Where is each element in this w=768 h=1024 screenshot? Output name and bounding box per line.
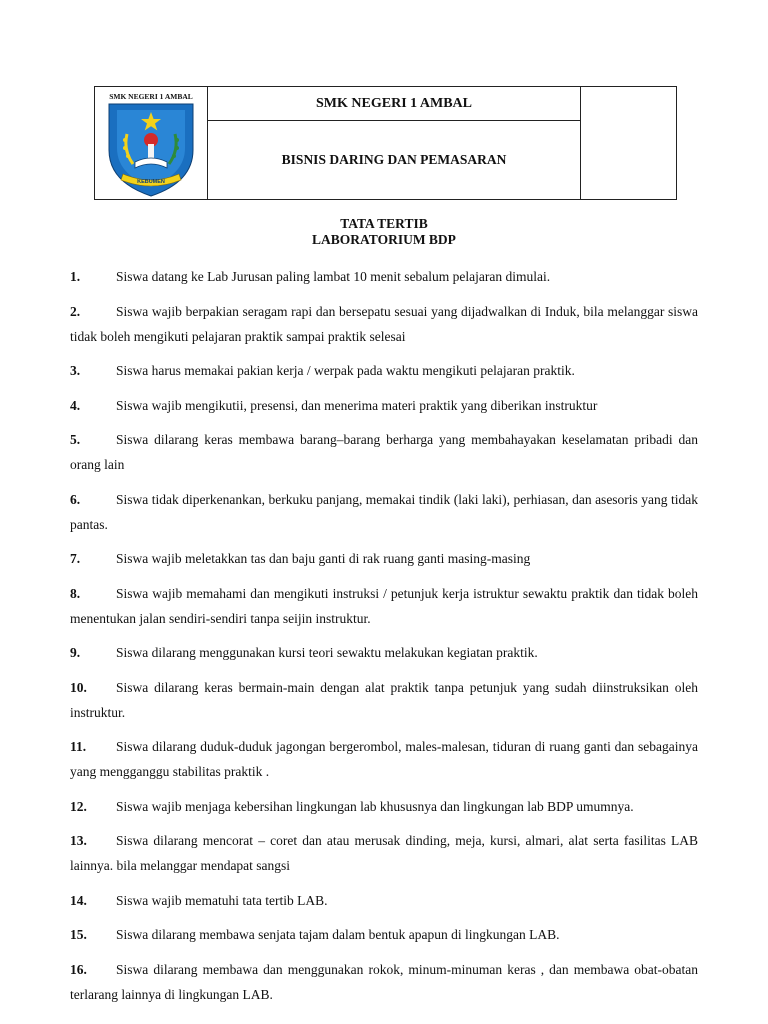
logo-ribbon-text: KEBUMEN — [137, 179, 165, 185]
rule-text: Siswa dilarang membawa senjata tajam dalam bentuk apapun di lingkungan LAB. — [116, 927, 560, 942]
rule-number: 1. — [70, 269, 81, 284]
rule-text: Siswa tidak diperkenankan, berkuku panjang, memakai tindik (laki laki), perhiasan, dan asesoris yang tidak pantas. — [70, 491, 698, 532]
rule-text: Siswa wajib berpakian seragam rapi dan bersepatu sesuai yang dijadwalkan di Induk, bila melanggar siswa tidak boleh mengikuti pelajaran praktik sampai praktik selesai — [70, 303, 698, 344]
rule-item — [70, 358, 698, 383]
rule-number: 7. — [70, 551, 81, 566]
rule-text: Siswa wajib mengikutii, presensi, dan menerima materi praktik yang diberikan instruktur — [116, 397, 598, 413]
rule-item — [70, 828, 698, 878]
document-title — [0, 216, 768, 248]
rule-item — [70, 675, 698, 725]
rule-text: Siswa dilarang membawa dan menggunakan rokok, minum-minuman keras , dan membawa obat-obatan terlarang lainnya di lingkungan LAB. — [70, 961, 698, 1002]
school-name: SMK NEGERI 1 AMBAL — [316, 95, 472, 111]
rule-item — [70, 794, 698, 819]
rule-text: Siswa wajib mematuhi tata tertib LAB. — [116, 892, 328, 908]
rule-number: 9. — [70, 645, 81, 660]
logo-caption: SMK NEGERI 1 AMBAL — [109, 92, 193, 101]
rules-list — [70, 264, 698, 1016]
logo-cell — [95, 87, 207, 199]
rule-number: 6. — [70, 491, 81, 507]
rule-item — [70, 957, 698, 1007]
rule-item — [70, 640, 698, 665]
rule-text: Siswa wajib memahami dan mengikuti instruksi / petunjuk kerja istruktur sewaktu praktik dan tidak boleh menentukan jalan sendiri-sendiri tanpa seijin instruktur. — [70, 585, 698, 626]
rule-item — [70, 546, 698, 571]
header-table — [94, 86, 677, 200]
rule-number: 11. — [70, 739, 87, 754]
rule-item — [70, 922, 698, 947]
rule-item — [70, 299, 698, 349]
rule-number: 5. — [70, 432, 81, 447]
rule-number: 15. — [70, 927, 87, 942]
title-line-1: TATA TERTIB — [340, 216, 428, 231]
department-name: BISNIS DARING DAN PEMASARAN — [281, 152, 507, 167]
rule-item — [70, 393, 698, 418]
divider-vertical — [580, 87, 581, 199]
rule-text: Siswa datang ke Lab Jurusan paling lambat 10 menit sebalum pelajaran dimulai. — [116, 269, 551, 284]
school-logo — [101, 90, 201, 198]
rule-number: 4. — [70, 397, 81, 413]
rule-number: 13. — [70, 833, 87, 848]
rule-item — [70, 888, 698, 913]
rule-item — [70, 581, 698, 631]
rule-text: Siswa dilarang duduk-duduk jagongan bergerombol, males-malesan, tiduran di ruang ganti dan sebagainya yang mengganggu stabilitas praktik . — [70, 739, 698, 779]
rule-text: Siswa dilarang mencorat – coret dan atau merusak dinding, meja, kursi, almari, alat serta fasilitas LAB lainnya. bila melanggar mendapat sangsi — [70, 833, 698, 873]
rule-text: Siswa dilarang menggunakan kursi teori sewaktu melakukan kegiatan praktik. — [116, 645, 538, 660]
rule-number: 16. — [70, 961, 87, 977]
title-line-2: LABORATORIUM BDP — [312, 232, 456, 247]
rule-number: 12. — [70, 798, 87, 814]
rule-number: 14. — [70, 892, 87, 908]
rule-text: Siswa dilarang keras bermain-main dengan alat praktik tanpa petunjuk yang sudah diinstruksikan oleh instruktur. — [70, 679, 698, 720]
rule-text: Siswa harus memakai pakian kerja / werpak pada waktu mengikuti pelajaran praktik. — [116, 363, 575, 378]
rule-text: Siswa wajib meletakkan tas dan baju ganti di rak ruang ganti masing-masing — [116, 551, 531, 566]
rule-number: 2. — [70, 303, 81, 319]
rule-item — [70, 264, 698, 289]
rule-item — [70, 487, 698, 537]
rule-item — [70, 427, 698, 477]
rule-number: 3. — [70, 363, 81, 378]
rule-text: Siswa wajib menjaga kebersihan lingkungan lab khususnya dan lingkungan lab BDP umumnya. — [116, 798, 634, 814]
rule-number: 10. — [70, 679, 87, 695]
rule-item — [70, 734, 698, 784]
rule-text: Siswa dilarang keras membawa barang–barang berharga yang membahayakan keselamatan pribadi dan orang lain — [70, 432, 698, 472]
rule-number: 8. — [70, 585, 81, 601]
